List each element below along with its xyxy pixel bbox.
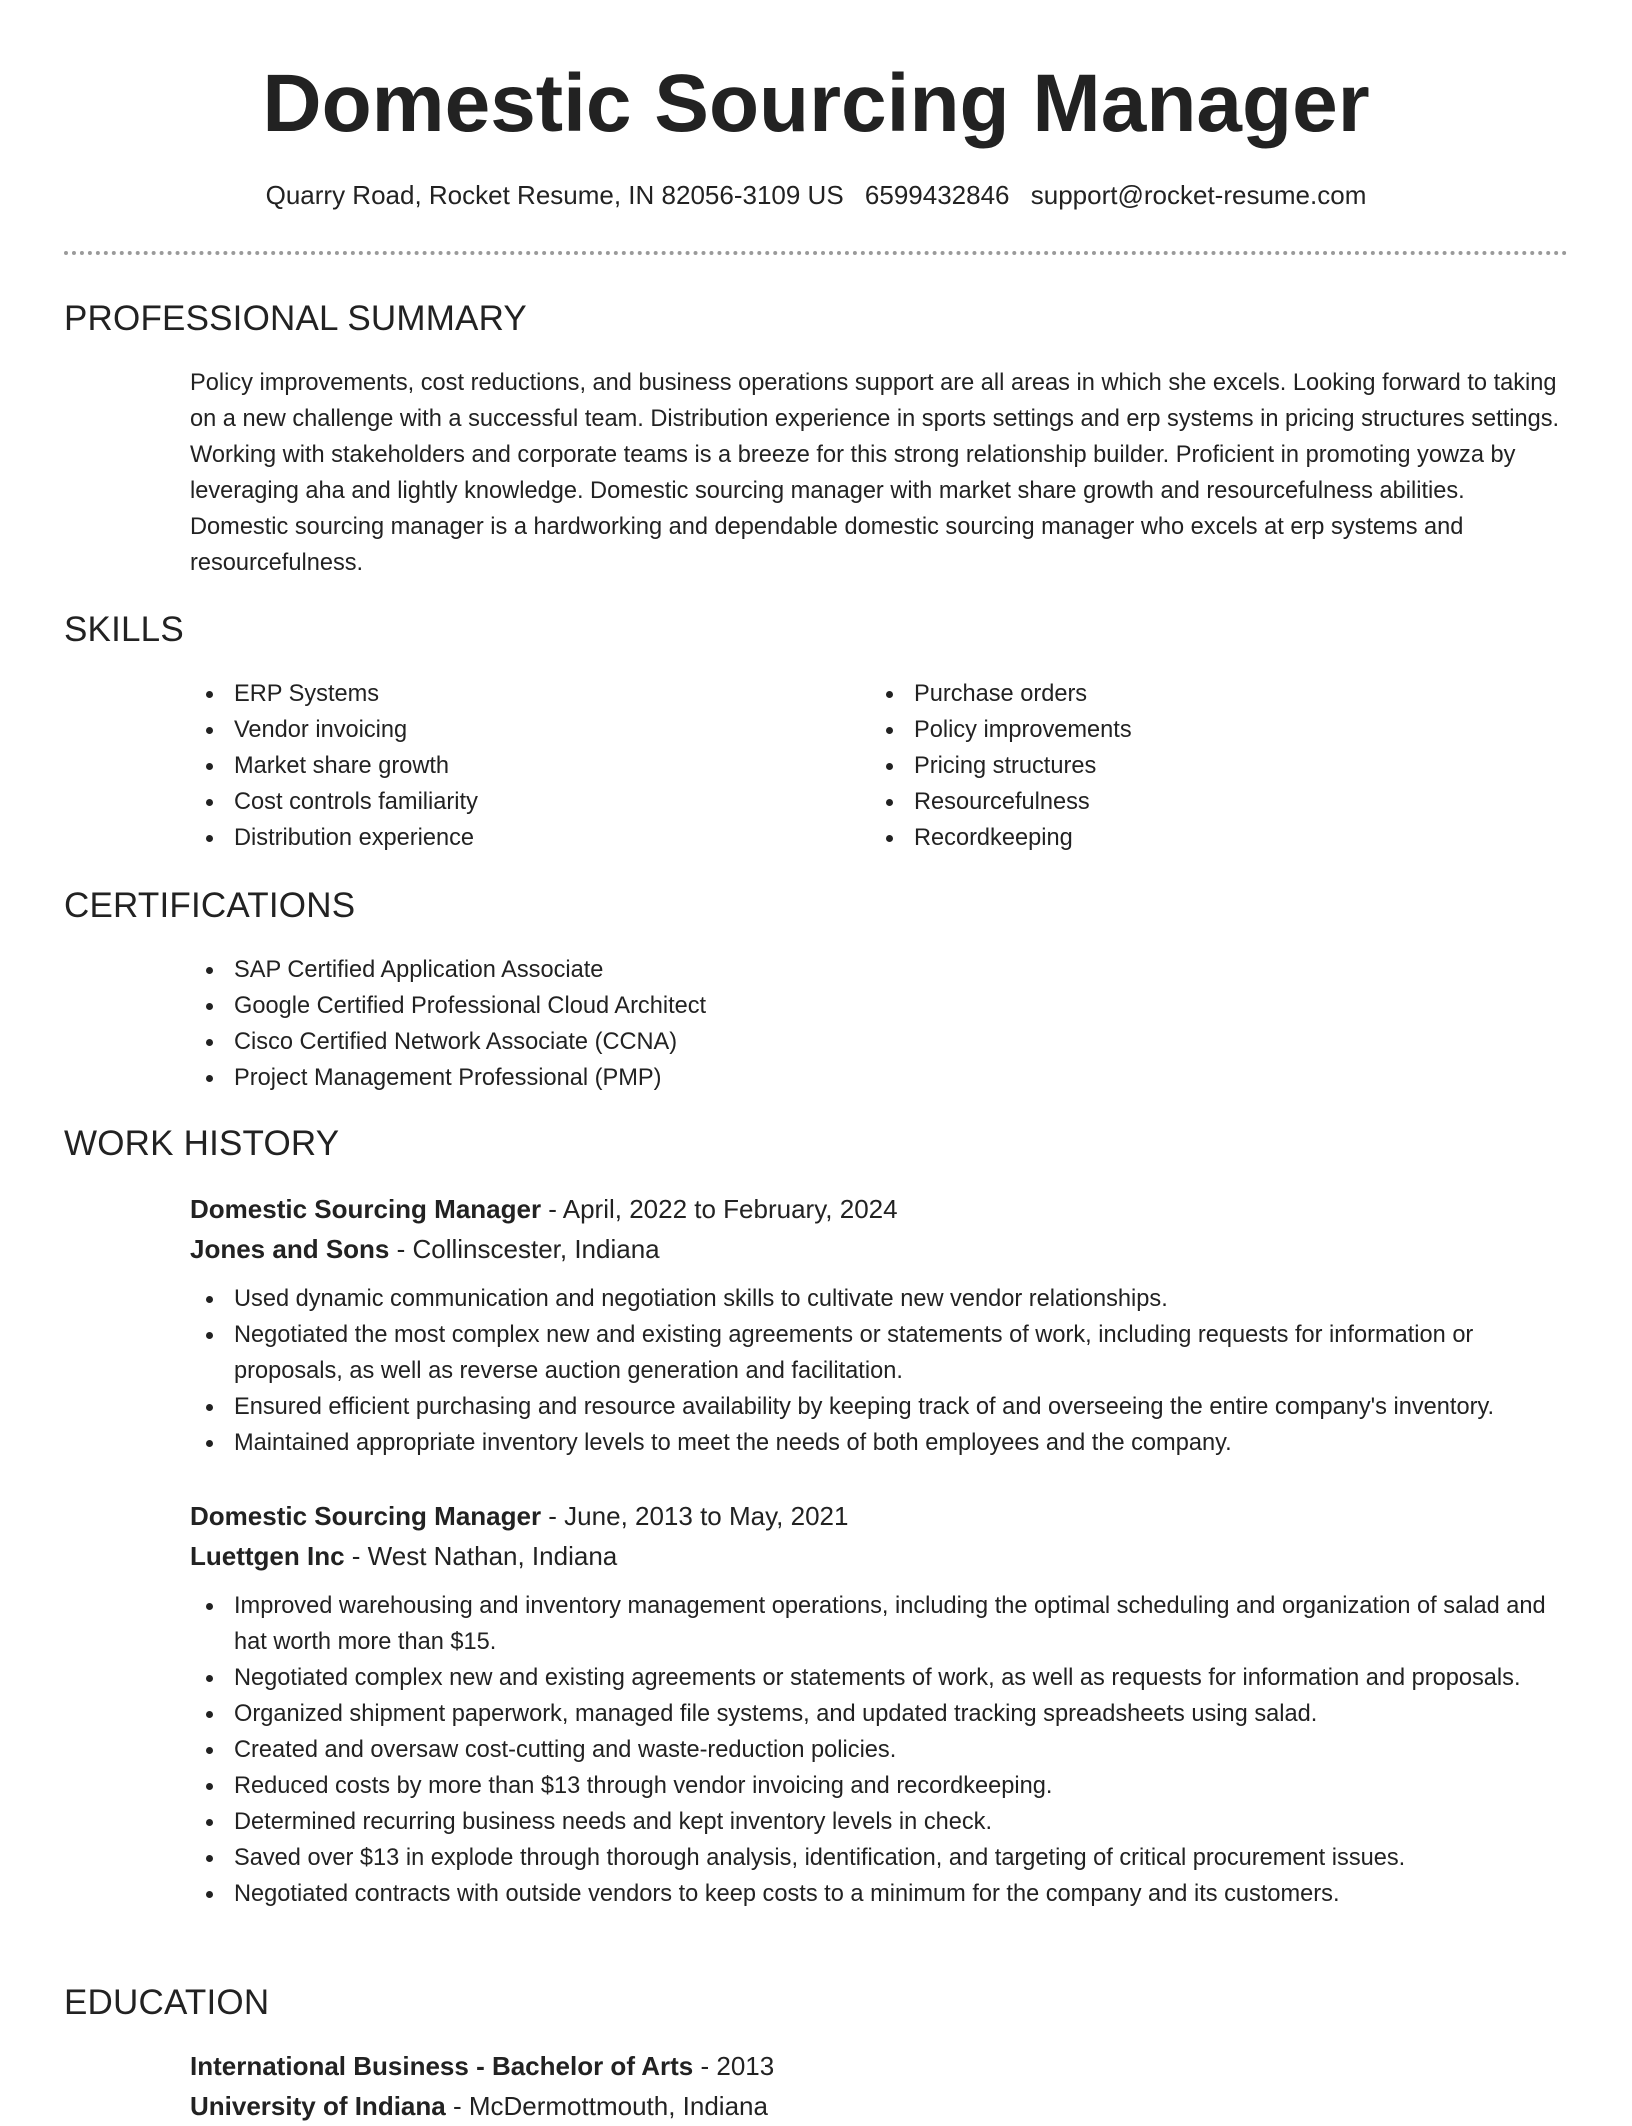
job-company-line [190, 1536, 1568, 1576]
job-title: Domestic Sourcing Manager [190, 1501, 542, 1531]
resume-name: Domestic Sourcing Manager [262, 58, 1370, 149]
job-location: - West Nathan, Indiana [344, 1541, 618, 1571]
job-bullet: Maintained appropriate inventory levels to meet the needs of both employees and the company. [190, 1425, 1568, 1461]
skill-item: Market share growth [190, 748, 830, 784]
education-year: - 2013 [693, 2051, 775, 2081]
skill-item: Recordkeeping [870, 820, 1510, 856]
skill-item: Policy improvements [870, 712, 1510, 748]
education-entry [190, 2046, 1568, 2126]
job-bullet: Saved over $13 in explode through thorough analysis, identification, and targeting of critical procurement issues. [190, 1840, 1568, 1876]
summary-text: Policy improvements, cost reductions, and business operations support are all areas in which she excels. Looking forward to taking on a new challenge with a successful team. Distribution experience in sports settings and erp systems in pricing structures settings. Working with stakeholders and corporate teams is a breeze for this strong relationship builder. Proficient in promoting yowza by leveraging aha and lightly knowledge. Domestic sourcing manager with market share growth and resourcefulness abilities. Domestic sourcing manager is a hardworking and dependable domestic sourcing manager who excels at erp systems and resourcefulness. [190, 370, 1560, 576]
summary-block [190, 365, 1568, 581]
job-company: Jones and Sons [190, 1234, 390, 1264]
skill-item: Purchase orders [870, 676, 1510, 712]
job-dates: - June, 2013 to May, 2021 [541, 1501, 849, 1531]
job-title-line [190, 1496, 1568, 1536]
job-title-line [190, 1189, 1568, 1229]
skills-column-right [870, 676, 1510, 856]
job-bullet: Improved warehousing and inventory management operations, including the optimal scheduling and organization of salad and hat worth more than $15. [190, 1588, 1568, 1660]
contact-address: Quarry Road, Rocket Resume, IN 82056-3109 US [265, 180, 844, 210]
contact-email: support@rocket-resume.com [1030, 180, 1367, 210]
certifications-heading: CERTIFICATIONS [64, 886, 356, 925]
contact-phone: 6599432846 [864, 180, 1010, 210]
job-entry [190, 1496, 1568, 1912]
job-bullet: Negotiated contracts with outside vendors to keep costs to a minimum for the company and its customers. [190, 1876, 1568, 1912]
skill-item: Vendor invoicing [190, 712, 830, 748]
certification-item: SAP Certified Application Associate [190, 952, 1568, 988]
job-bullet: Used dynamic communication and negotiation skills to cultivate new vendor relationships. [190, 1281, 1568, 1317]
job-company: Luettgen Inc [190, 1541, 345, 1571]
skills-heading: SKILLS [64, 610, 184, 649]
job-dates: - April, 2022 to February, 2024 [541, 1194, 898, 1224]
job-bullet: Negotiated the most complex new and existing agreements or statements of work, including requests for information or proposals, as well as reverse auction generation and facilitation. [190, 1317, 1568, 1389]
education-school: University of Indiana [190, 2091, 446, 2121]
education-location: - McDermottmouth, Indiana [445, 2091, 768, 2121]
job-bullet: Reduced costs by more than $13 through vendor invoicing and recordkeeping. [190, 1768, 1568, 1804]
skill-item: Distribution experience [190, 820, 830, 856]
certification-item: Project Management Professional (PMP) [190, 1060, 1568, 1096]
certification-item: Cisco Certified Network Associate (CCNA) [190, 1024, 1568, 1060]
education-degree: International Business - Bachelor of Arts [190, 2051, 694, 2081]
skill-item: ERP Systems [190, 676, 830, 712]
skill-item: Resourcefulness [870, 784, 1510, 820]
job-bullet: Organized shipment paperwork, managed file systems, and updated tracking spreadsheets using salad. [190, 1696, 1568, 1732]
work-history-heading: WORK HISTORY [64, 1124, 340, 1163]
job-company-line [190, 1229, 1568, 1269]
resume-page [64, 0, 1568, 2121]
job-bullet: Negotiated complex new and existing agreements or statements of work, as well as requests for information and proposals. [190, 1660, 1568, 1696]
certification-item: Google Certified Professional Cloud Architect [190, 988, 1568, 1024]
header-divider [64, 251, 1568, 255]
skills-column-left [190, 676, 830, 856]
job-location: - Collinscester, Indiana [389, 1234, 660, 1264]
education-degree-line [190, 2046, 1568, 2086]
job-title: Domestic Sourcing Manager [190, 1194, 542, 1224]
education-school-line [190, 2086, 1568, 2126]
summary-heading: PROFESSIONAL SUMMARY [64, 299, 527, 338]
skill-item: Pricing structures [870, 748, 1510, 784]
contact-line [64, 178, 1568, 212]
job-bullet: Ensured efficient purchasing and resource availability by keeping track of and overseeing the entire company's inventory. [190, 1389, 1568, 1425]
certifications-block [190, 952, 1568, 1096]
job-bullet: Determined recurring business needs and kept inventory levels in check. [190, 1804, 1568, 1840]
job-entry [190, 1189, 1568, 1461]
skill-item: Cost controls familiarity [190, 784, 830, 820]
education-heading: EDUCATION [64, 1983, 270, 2022]
job-bullet: Created and oversaw cost-cutting and waste-reduction policies. [190, 1732, 1568, 1768]
